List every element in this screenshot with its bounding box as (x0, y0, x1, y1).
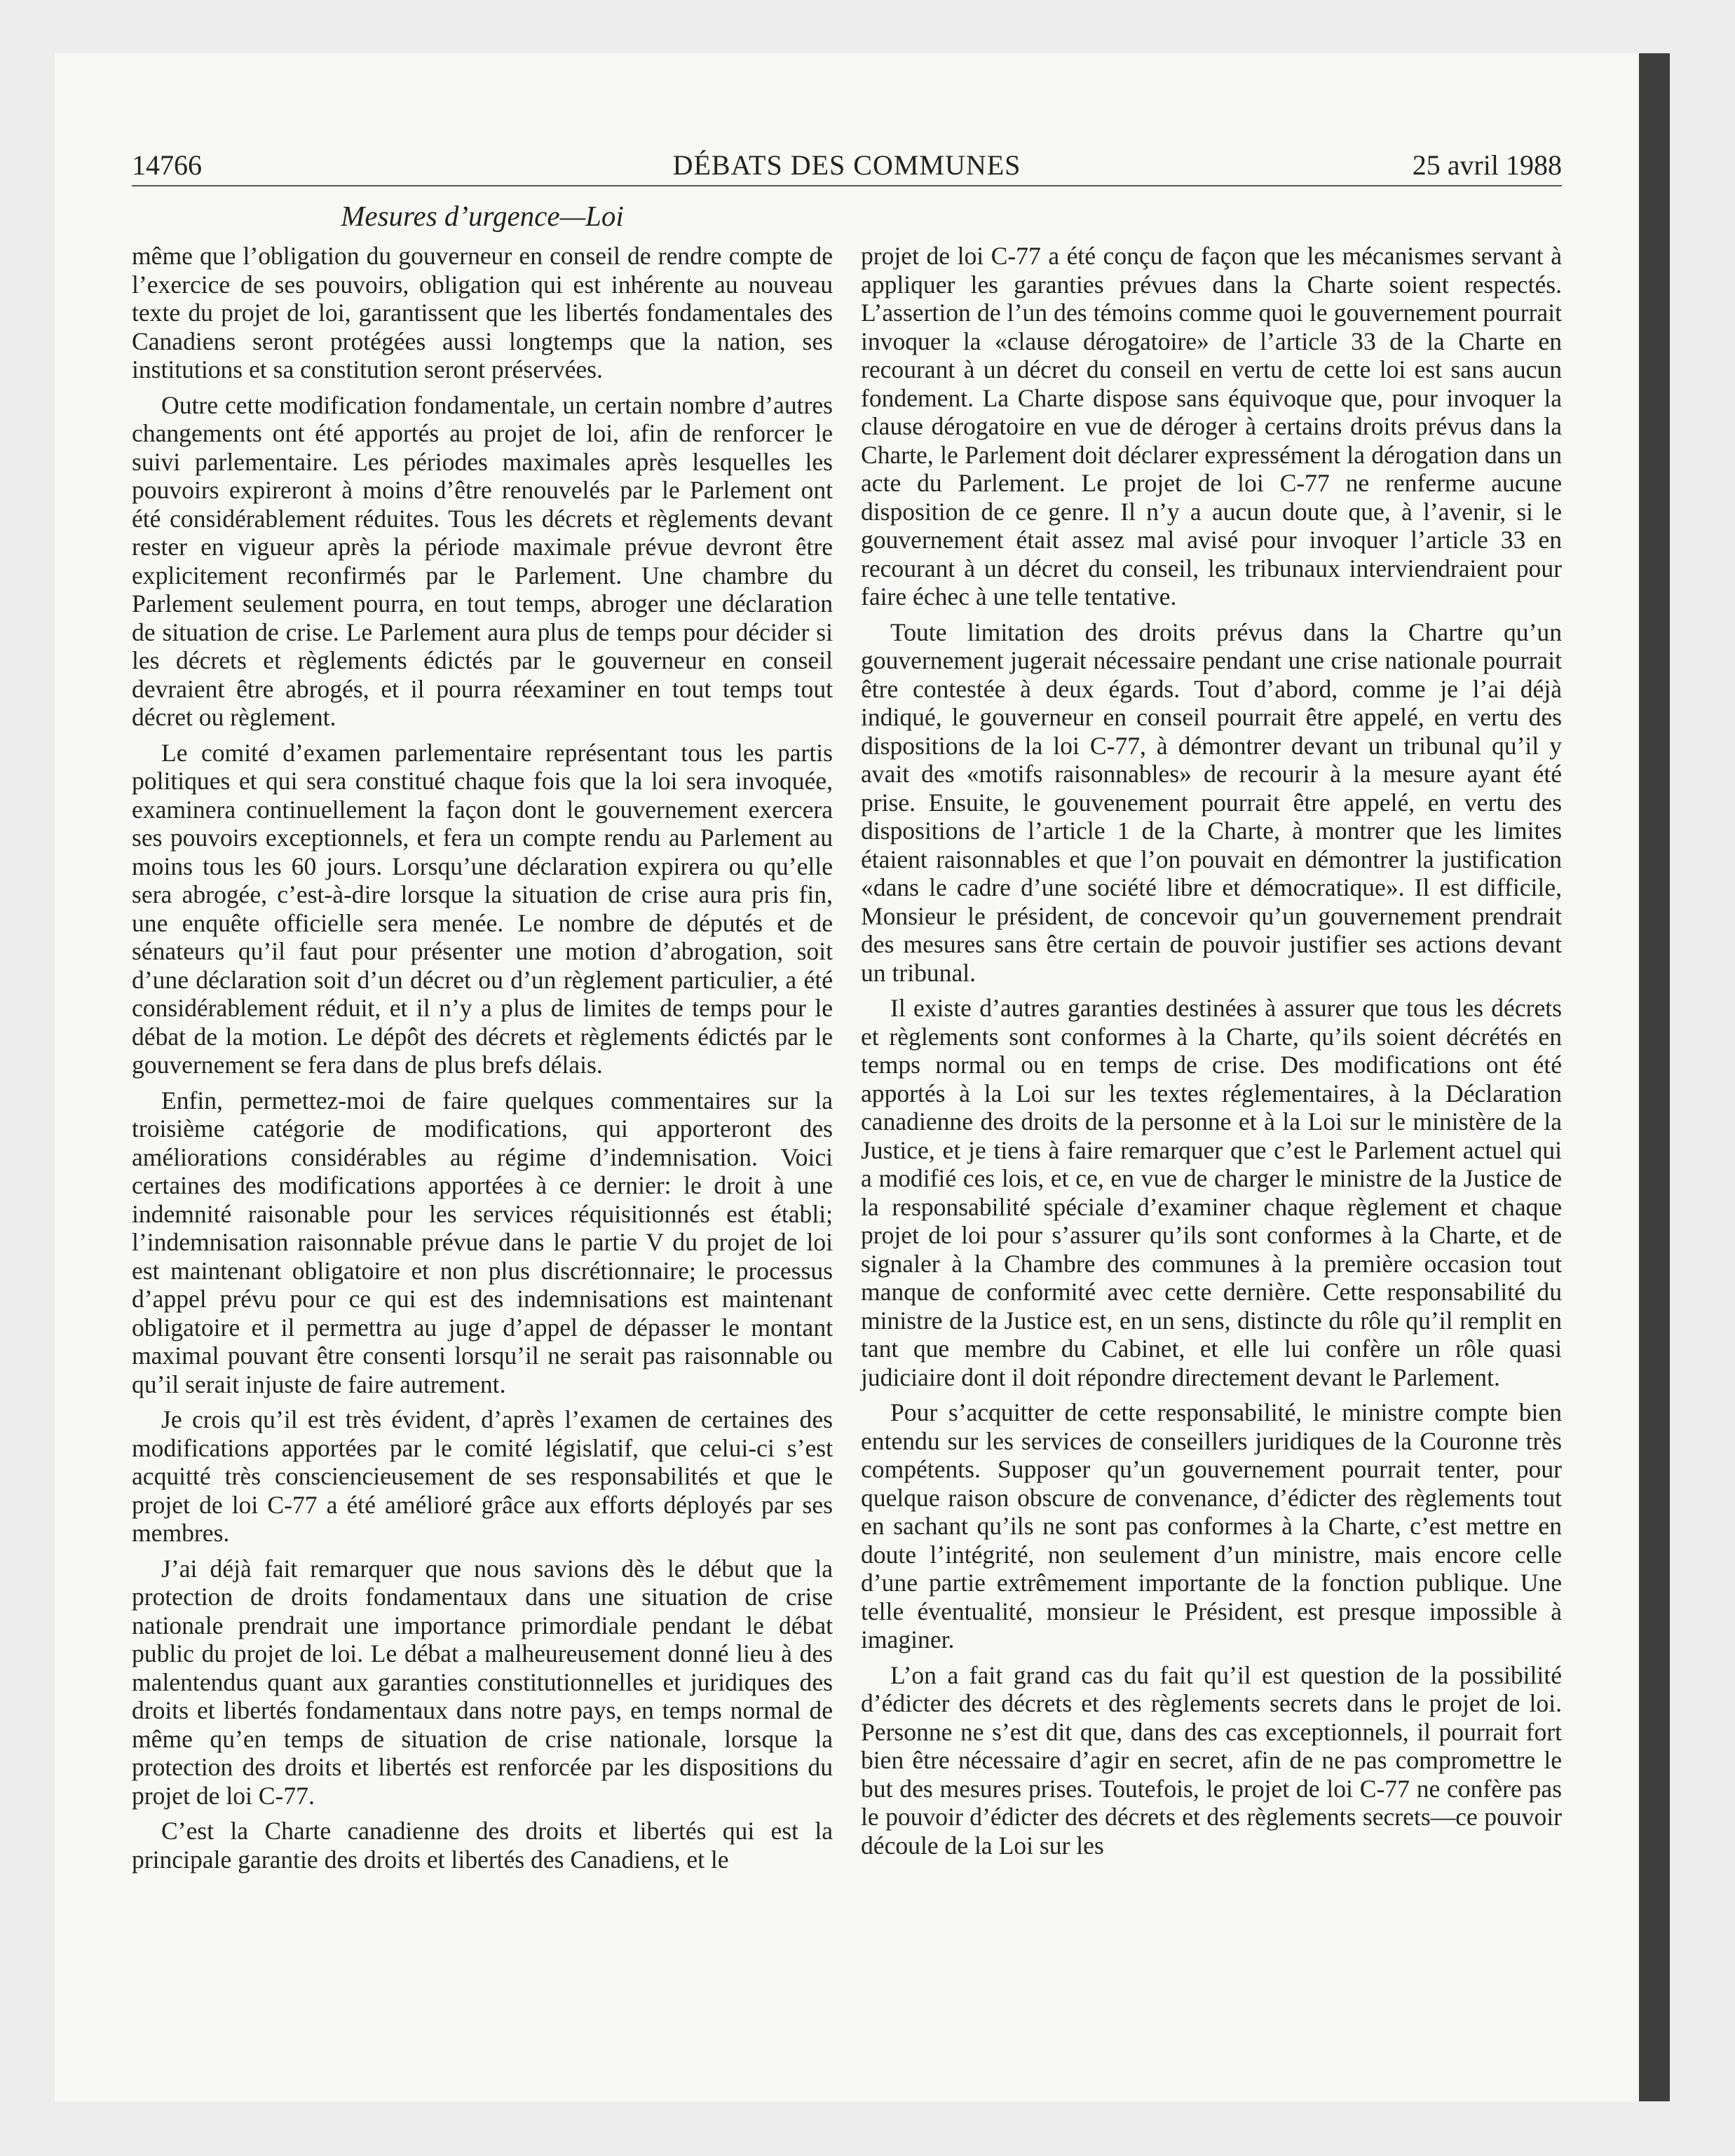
paragraph: même que l’obligation du gouverneur en conseil de rendre compte de l’exercice de ses pouvoirs, obligation qui est inhérente au nouveau texte du projet de loi, garantissent que les libertés fondamentales des Canadiens seront protégées aussi longtemps que la nation, ses institutions et sa constitution seront préservées. (132, 242, 833, 383)
paragraph: Pour s’acquitter de cette responsabilité, le ministre compte bien entendu sur les services de conseillers juridiques de la Couronne très compétents. Supposer qu’un gouvernement pourrait tenter, pour quelque raison obscure de convenance, d’édicter des règlements tout en sachant qu’ils ne sont pas conformes à la Charte, c’est mettre en doute l’intégrité, non seulement d’un ministre, mais encore celle d’une partie extrêmement importante de la fonction publique. Une telle éventualité, monsieur le Président, est presque impossible à imaginer. (861, 1398, 1562, 1653)
paragraph: Outre cette modification fondamentale, un certain nombre d’autres changements ont été apportés au projet de loi, afin de renforcer le suivi parlementaire. Les périodes maximales après lesquelles les pouvoirs expireront à moins d’être renouvelés par le Parlement ont été considérablement réduites. Tous les décrets et règlements devant rester en vigueur après la période maximale prévue devront être explicitement reconfirmés par le Parlement. Une chambre du Parlement seulement pourra, en tout temps, abroger une déclaration de situation de crise. Le Parlement aura plus de temps pour décider si les décrets et règlements édictés par le gouverneur en conseil devraient être abrogés, et il pourra réexaminer en tout temps tout décret ou règlement. (132, 390, 833, 731)
running-header (132, 146, 1562, 186)
section-title: Mesures d’urgence—Loi (341, 200, 624, 232)
paragraph: Il existe d’autres garanties destinées à assurer que tous les décrets et règlements sont conformes à la Charte, qu’ils soient décrétés en temps normal ou en temps de crise. Des modifications ont été apportés à la Loi sur les textes réglementaires, à la Déclaration canadienne des droits de la personne et à la Loi sur le ministère de la Justice, et je tiens à faire remarquer que c’est le Parlement actuel qui a modifié ces lois, et ce, en vue de charger le ministre de la Justice de la responsabilité spéciale d’examiner chaque règlement et chaque projet de loi pour s’assurer qu’ils sont conformes à la Charte, et de signaler à la Chambre des communes à la première occasion tout manque de conformité avec cette dernière. Cette responsabilité du ministre de la Justice est, en un sens, distincte du rôle qu’il remplit en tant que membre du Cabinet, et elle lui confère un rôle quasi judiciaire dont il doit répondre directement devant le Parlement. (861, 994, 1562, 1391)
paragraph: Toute limitation des droits prévus dans la Chartre qu’un gouvernement jugerait nécessaire pendant une crise nationale pourrait être contestée à deux égards. Tout d’abord, comme je l’ai déjà indiqué, le gouverneur en conseil pourrait être appelé, en vertu des dispositions de la loi C-77, à démontrer devant un tribunal qu’il y avait des «motifs raisonnables» de recourir à la mesure ayant été prise. Ensuite, le gouvenement pourrait être appelé, en vertu des dispositions de l’article 1 de la Charte, à montrer que les limites étaient raisonnables et que l’on pouvait en démontrer la justification «dans le cadre d’une société libre et démocratique». Il est difficile, Monsieur le président, de concevoir qu’un gouvernement prendrait des mesures sans être certain de pouvoir justifier ses actions devant un tribunal. (861, 618, 1562, 987)
page-number: 14766 (132, 149, 202, 181)
paragraph: J’ai déjà fait remarquer que nous savions dès le début que la protection de droits fondamentaux dans une situation de crise nationale prendrait une importance primordiale pendant le débat public du projet de loi. Le débat a malheureusement donné lieu à des malentendus quant aux garanties constitutionnelles et juridiques des droits et libertés fondamentaux dans notre pays, en temps normal de même qu’en temps de situation de crise nationale, lorsque la protection des droits et libertés est renforcée par les dispositions du projet de loi C-77. (132, 1554, 833, 1810)
journal-title: DÉBATS DES COMMUNES (672, 149, 1021, 181)
scan-edge-bar (1639, 53, 1670, 2101)
paragraph: projet de loi C-77 a été conçu de façon que les mécanismes servant à appliquer les garanties prévues dans la Charte soient respectés. L’assertion de l’un des témoins comme quoi le gouvernement pourrait invoquer la «clause dérogatoire» de l’article 33 de la Charte en recourant à un décret du conseil en vertu de cette loi est sans aucun fondement. La Charte dispose sans équivoque que, pour invoquer la clause dérogatoire en vue de déroger à certains droits prévus dans la Charte, le Parlement doit déclarer expressément la dérogation dans un acte du Parlement. Le projet de loi C-77 ne renferme aucune disposition de ce genre. Il n’y a aucun doute que, à l’avenir, si le gouvernement était assez mal avisé pour invoquer l’article 33 en recourant à un décret du conseil, les tribunaux interviendraient pour faire échec à une telle tentative. (861, 242, 1562, 610)
paragraph: Je crois qu’il est très évident, d’après l’examen de certaines des modifications apportées par le comité législatif, que celui-ci s’est acquitté très consciencieusement de ses responsabilités et que le projet de loi C-77 a été amélioré grâce aux efforts déployés par ses membres. (132, 1405, 833, 1547)
left-column (132, 242, 833, 1874)
paragraph: C’est la Charte canadienne des droits et libertés qui est la principale garantie des droits et libertés des Canadiens, et le (132, 1817, 833, 1874)
right-column (861, 242, 1562, 1860)
issue-date: 25 avril 1988 (1412, 149, 1562, 181)
paragraph: Le comité d’examen parlementaire représentant tous les partis politiques et qui sera constitué chaque fois que la loi sera invoquée, examinera continuellement la façon dont le gouvernement exercera ses pouvoirs exceptionnels, et fera un compte rendu au Parlement au moins tous les 60 jours. Lorsqu’une déclaration expirera ou qu’elle sera abrogée, c’est-à-dire lorsque la situation de crise aura pris fin, une enquête officielle sera menée. Le nombre de députés et de sénateurs qu’il faut pour présenter une motion d’abrogation, soit d’une déclaration soit d’un décret ou d’un règlement particulier, a été considérablement réduit, et il n’y a plus de limites de temps pour le débat de la motion. Le dépôt des décrets et règlements édictés par le gouvernement se fera dans de plus brefs délais. (132, 738, 833, 1079)
paragraph: Enfin, permettez-moi de faire quelques commentaires sur la troisième catégorie de modifications, qui apporteront des améliorations considérables au régime d’indemnisation. Voici certaines des modifications apportées à ce dernier: le droit à une indemnité raisonable pour les services réquisitionnés est établi; l’indemnisation raisonnable prévue dans le partie V du projet de loi est maintenant obligatoire et non plus discrétionnaire; le processus d’appel prévu pour ce qui est des indemnisations est maintenant obligatoire et il permettra au juge d’appel de dépasser le montant maximal pouvant être consenti lorsqu’il ne serait pas raisonnable ou qu’il serait injuste de faire autrement. (132, 1086, 833, 1398)
paragraph: L’on a fait grand cas du fait qu’il est question de la possibilité d’édicter des décrets et des règlements secrets dans le projet de loi. Personne ne s’est dit que, dans des cas exceptionnels, il pourrait fort bien être nécessaire d’agir en secret, afin de ne pas compromettre le but des mesures prises. Toutefois, le projet de loi C-77 ne confère pas le pouvoir d’édicter des décrets et des règlements secrets—ce pouvoir découle de la Loi sur les (861, 1660, 1562, 1860)
